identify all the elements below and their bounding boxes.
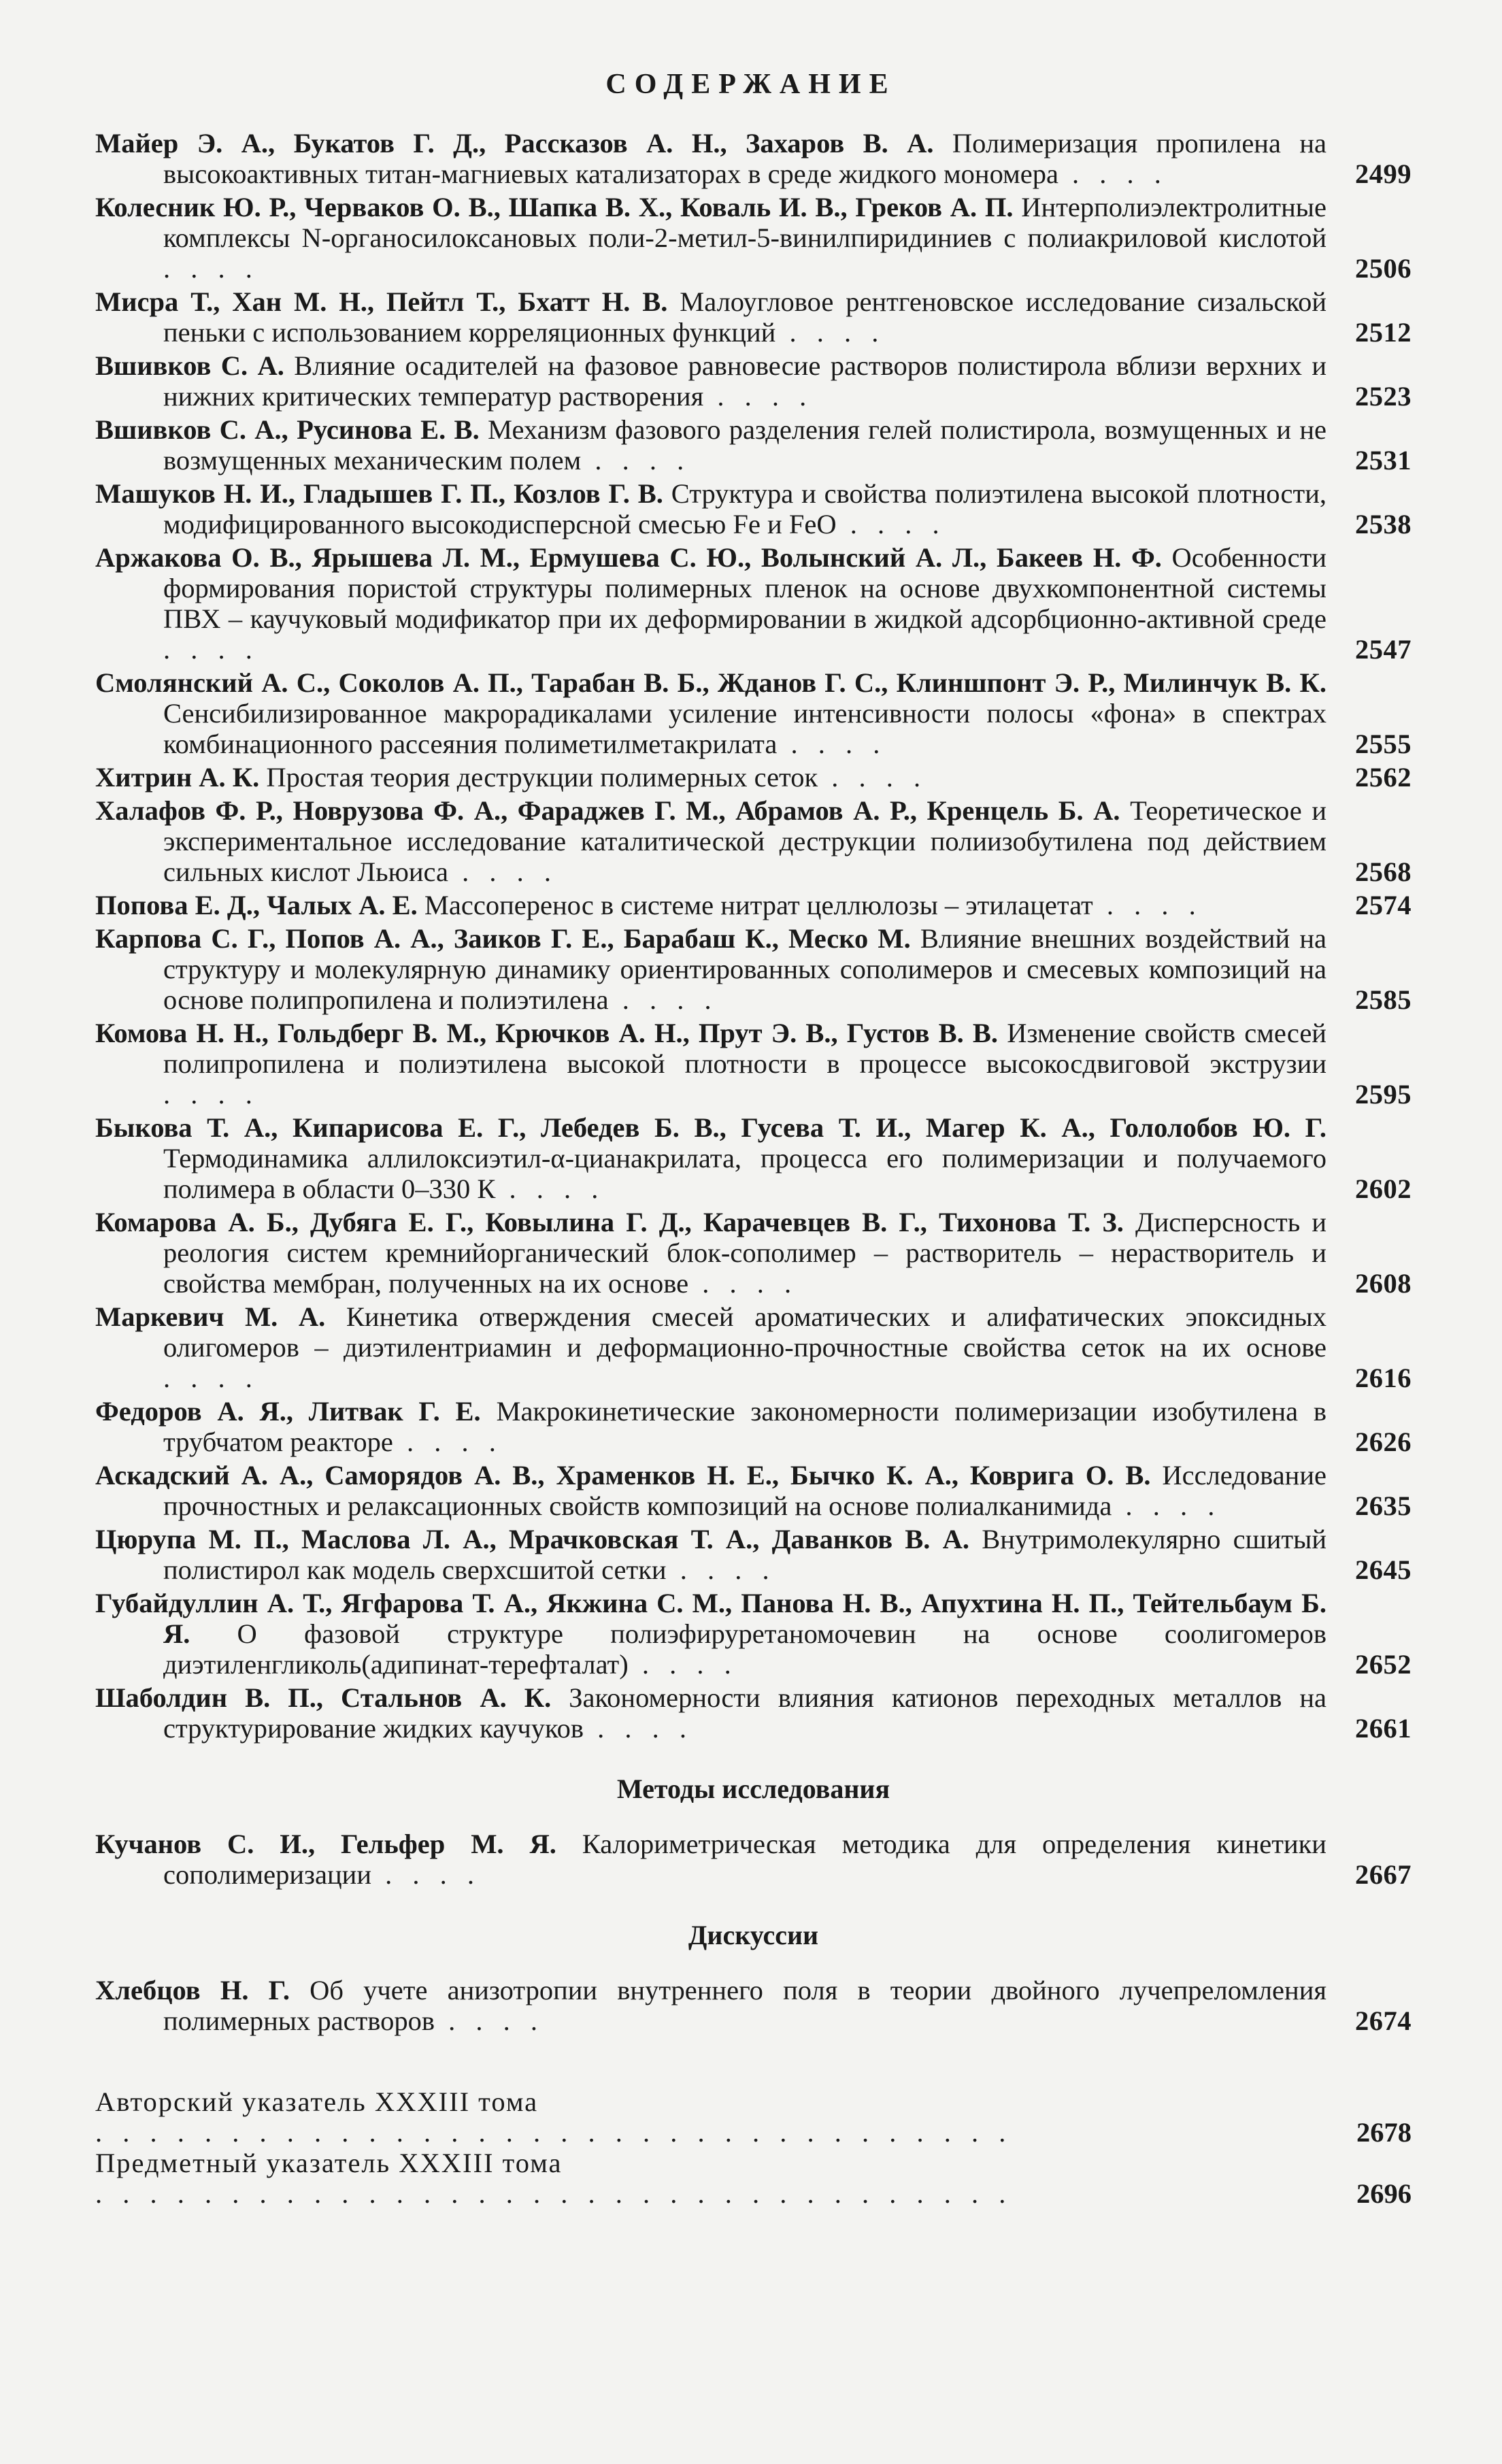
entry-authors: Машуков Н. И., Гладышев Г. П., Козлов Г. В. xyxy=(95,478,663,509)
entry-authors: Шаболдин В. П., Стальнов А. К. xyxy=(95,1682,552,1713)
entry-page-number: 2652 xyxy=(1355,1649,1412,1680)
leader-dots: . . . . xyxy=(495,1173,605,1204)
toc-entry xyxy=(95,1112,1412,1204)
entry-page-number: 2538 xyxy=(1355,509,1412,539)
leader-dots: . . . . xyxy=(581,445,691,476)
entry-authors: Федоров А. Я., Литвак Г. Е. xyxy=(95,1396,481,1427)
entry-title: Дисперсность и реология систем кремнийорганический блок-сополимер – растворитель – нерастворитель и свойства мембран, полученных на их основе xyxy=(163,1207,1326,1299)
leader-dots: . . . . xyxy=(688,1268,799,1299)
toc-entry xyxy=(95,1207,1412,1299)
table-of-contents xyxy=(95,128,1412,2209)
leader-dots: . . . . xyxy=(1092,890,1203,920)
entry-title: Массоперенос в системе нитрат целлюлозы – этилацетат xyxy=(417,890,1093,920)
leader-dots: . . . . xyxy=(775,317,886,348)
leader-dots: . . . . xyxy=(608,984,718,1015)
leader-dots: . . . . . . . . . . . . . . . . . . . . . . . . . . . . . . . . . . xyxy=(95,2178,1013,2209)
toc-entry xyxy=(95,1588,1412,1680)
index-title: Предметный указатель XXXIII тома xyxy=(95,2148,563,2178)
entry-authors: Попова Е. Д., Чалых А. Е. xyxy=(95,890,418,920)
leader-dots: . . . . xyxy=(628,1649,738,1680)
index-title: Авторский указатель XXXIII тома xyxy=(95,2086,539,2117)
leader-dots: . . . . xyxy=(1112,1491,1222,1521)
leader-dots: . . . . xyxy=(371,1859,482,1890)
leader-dots: . . . . xyxy=(777,729,887,759)
entry-title: О фазовой структуре полиэфируретаномочевин на основе соолигомеров диэтиленгликоль(адипинат-терефталат) xyxy=(163,1618,1326,1680)
entry-page-number: 2555 xyxy=(1355,729,1412,759)
entry-authors: Колесник Ю. Р., Черваков О. В., Шапка В. Х., Коваль И. В., Греков А. П. xyxy=(95,192,1014,222)
toc-entry xyxy=(95,1396,1412,1457)
entry-authors: Комова Н. Н., Гольдберг В. М., Крючков А. Н., Прут Э. В., Густов В. В. xyxy=(95,1018,999,1048)
entry-authors: Майер Э. А., Букатов Г. Д., Рассказов А. Н., Захаров В. А. xyxy=(95,128,934,159)
entry-authors: Цюрупа М. П., Маслова Л. А., Мрачковская Т. А., Даванков В. А. xyxy=(95,1524,970,1554)
entry-authors: Быкова Т. А., Кипарисова Е. Г., Лебедев Б. В., Гусева Т. И., Магер К. А., Гололобов Ю. Г. xyxy=(95,1112,1326,1143)
entry-page-number: 2499 xyxy=(1355,159,1412,189)
entry-authors: Хлебцов Н. Г. xyxy=(95,1975,290,2005)
entry-title: Внутримолекулярно сшитый полистирол как модель сверхсшитой сетки xyxy=(163,1524,1327,1585)
entry-page-number: 2602 xyxy=(1355,1173,1412,1204)
section-title: Методы исследования xyxy=(616,1774,890,1804)
index-page-number: 2678 xyxy=(1356,2117,1412,2148)
entry-title: Исследование прочностных и релаксационных свойств композиций на основе полиалканимида xyxy=(163,1460,1326,1521)
toc-entry xyxy=(95,542,1412,665)
entry-page-number: 2661 xyxy=(1355,1713,1412,1744)
leader-dots: . . . . xyxy=(435,2005,545,2036)
page-title: СОДЕРЖАНИЕ xyxy=(605,69,897,100)
entry-authors: Мисра Т., Хан М. Н., Пейтл Т., Бхатт Н. В. xyxy=(95,286,668,317)
toc-entry xyxy=(95,1018,1412,1110)
entry-page-number: 2595 xyxy=(1355,1079,1412,1110)
toc-entry xyxy=(95,192,1412,284)
entry-title: Об учете анизотропии внутреннего поля в теории двойного лучепреломления полимерных растворов xyxy=(163,1975,1326,2036)
entry-page-number: 2626 xyxy=(1355,1427,1412,1457)
leader-dots: . . . . xyxy=(1058,159,1168,189)
entry-authors: Карпова С. Г., Попов А. А., Заиков Г. Е., Барабаш К., Меско М. xyxy=(95,923,911,954)
toc-entry xyxy=(95,478,1412,539)
toc-entry xyxy=(95,128,1412,189)
entry-page-number: 2531 xyxy=(1355,445,1412,476)
section-title: Дискуссии xyxy=(688,1920,819,1950)
entry-page-number: 2608 xyxy=(1355,1268,1412,1299)
toc-entry xyxy=(95,414,1412,476)
toc-entry xyxy=(95,667,1412,759)
toc-entry xyxy=(95,795,1412,887)
toc-entry xyxy=(95,890,1412,920)
index-entry xyxy=(95,2148,1412,2209)
toc-entry xyxy=(95,286,1412,348)
index-entry xyxy=(95,2086,1412,2148)
entry-page-number: 2547 xyxy=(1355,634,1412,665)
toc-entry xyxy=(95,1460,1412,1521)
entry-authors: Вшивков С. А., Русинова Е. В. xyxy=(95,414,480,445)
entry-title: Влияние осадителей на фазовое равновесие растворов полистирола вблизи верхних и нижних критических температур растворения xyxy=(163,350,1326,412)
entry-authors: Губайдуллин А. Т., Ягфарова Т. А., Якжина С. М., Панова Н. В., Апухтина Н. П., Тейтельбаум Б. Я. xyxy=(95,1588,1326,1649)
entry-authors: Вшивков С. А. xyxy=(95,350,284,381)
entry-authors: Комарова А. Б., Дубяга Е. Г., Ковылина Г. Д., Карачевцев В. Г., Тихонова Т. З. xyxy=(95,1207,1124,1237)
toc-entry xyxy=(95,1524,1412,1585)
toc-entry xyxy=(95,1301,1412,1393)
entry-authors: Маркевич М. А. xyxy=(95,1301,326,1332)
entry-title: Сенсибилизированное макрорадикалами усиление интенсивности полосы «фона» в спектрах комбинационного рассеяния полиметилметакрилата xyxy=(163,698,1326,759)
entry-authors: Аскадский А. А., Саморядов А. В., Храменков Н. Е., Бычко К. А., Коврига О. В. xyxy=(95,1460,1151,1491)
entry-page-number: 2523 xyxy=(1355,381,1412,412)
toc-entry xyxy=(95,762,1412,793)
entry-title: Интерполиэлектролитные комплексы N-органосилоксановых поли-2-метил-5-винилпиридиниев с полиакриловой кислотой xyxy=(163,192,1326,253)
entry-title: Изменение свойств смесей полипропилена и полиэтилена высокой плотности в процессе высокосдвиговой экструзии xyxy=(163,1018,1326,1079)
entry-title: Простая теория деструкции полимерных сеток xyxy=(259,762,818,793)
leader-dots: . . . . xyxy=(583,1713,693,1744)
entry-title: Калориметрическая методика для определения кинетики сополимеризации xyxy=(163,1829,1326,1890)
leader-dots: . . . . xyxy=(163,1079,259,1110)
entry-title: Полимеризация пропилена на высокоактивных титан-магниевых катализаторах в среде жидкого мономера xyxy=(163,128,1326,189)
leader-dots: . . . . xyxy=(703,381,814,412)
entry-authors: Смолянский А. С., Соколов А. П., Тарабан В. Б., Жданов Г. С., Клиншпонт Э. Р., Милинчук В. К. xyxy=(95,667,1326,698)
entry-title: Макрокинетические закономерности полимеризации изобутилена в трубчатом реакторе xyxy=(163,1396,1326,1457)
entry-page-number: 2635 xyxy=(1355,1491,1412,1521)
leader-dots: . . . . xyxy=(393,1427,503,1457)
entry-title: Механизм фазового разделения гелей полистирола, возмущенных и не возмущенных механическим полем xyxy=(163,414,1326,476)
entry-page-number: 2674 xyxy=(1355,2005,1412,2036)
leader-dots: . . . . xyxy=(666,1554,776,1585)
entry-page-number: 2512 xyxy=(1355,317,1412,348)
entry-page-number: 2667 xyxy=(1355,1859,1412,1890)
entry-title: Теоретическое и экспериментальное исследование каталитической деструкции полиизобутилена под действием сильных кислот Льюиса xyxy=(163,795,1326,887)
leader-dots: . . . . xyxy=(163,634,259,665)
entry-title: Особенности формирования пористой структуры полимерных пленок на основе двухкомпонентной системы ПВХ – каучуковый модификатор при их деформировании в жидкой адсорбционно-активной среде xyxy=(163,542,1326,634)
toc-entry xyxy=(95,1682,1412,1744)
entry-page-number: 2506 xyxy=(1355,253,1412,284)
leader-dots: . . . . xyxy=(163,1363,259,1393)
index-page-number: 2696 xyxy=(1356,2178,1412,2209)
leader-dots: . . . . xyxy=(836,509,946,539)
entry-title: Термодинамика аллилоксиэтил-α-цианакрилата, процесса его полимеризации и получаемого полимера в области 0–330 К xyxy=(163,1143,1326,1204)
leader-dots: . . . . xyxy=(448,856,558,887)
toc-entry xyxy=(95,923,1412,1015)
entry-authors: Халафов Ф. Р., Новрузова Ф. А., Фараджев Г. М., Абрамов А. Р., Кренцель Б. А. xyxy=(95,795,1120,826)
toc-entry xyxy=(95,1975,1412,2036)
entry-title: Влияние внешних воздействий на структуру и молекулярную динамику ориентированных сополимеров и смесевых композиций на основе полипропилена и полиэтилена xyxy=(163,923,1327,1015)
entry-page-number: 2574 xyxy=(1355,890,1412,920)
entry-authors: Хитрин А. К. xyxy=(95,762,260,793)
entry-authors: Аржакова О. В., Ярышева Л. М., Ермушева С. Ю., Волынский А. Л., Бакеев Н. Ф. xyxy=(95,542,1162,573)
entry-page-number: 2645 xyxy=(1355,1554,1412,1585)
toc-entry xyxy=(95,1829,1412,1890)
entry-title: Малоугловое рентгеновское исследование сизальской пеньки с использованием корреляционных функций xyxy=(163,286,1326,348)
entry-authors: Кучанов С. И., Гельфер М. Я. xyxy=(95,1829,556,1859)
toc-entry xyxy=(95,350,1412,412)
entry-title: Кинетика отверждения смесей ароматических и алифатических эпоксидных олигомеров – диэтилентриамин и деформационно-прочностные свойства сеток на их основе xyxy=(163,1301,1326,1363)
entry-page-number: 2562 xyxy=(1355,762,1412,793)
leader-dots: . . . . xyxy=(163,253,259,284)
entry-page-number: 2616 xyxy=(1355,1363,1412,1393)
entry-page-number: 2568 xyxy=(1355,856,1412,887)
entry-title: Структура и свойства полиэтилена высокой плотности, модифицированного высокодисперсной смесью Fe и FeO xyxy=(163,478,1326,539)
leader-dots: . . . . xyxy=(818,762,928,793)
leader-dots: . . . . . . . . . . . . . . . . . . . . . . . . . . . . . . . . . . xyxy=(95,2117,1013,2148)
entry-title: Закономерности влияния катионов переходных металлов на структурирование жидких каучуков xyxy=(163,1682,1327,1744)
entry-page-number: 2585 xyxy=(1355,984,1412,1015)
